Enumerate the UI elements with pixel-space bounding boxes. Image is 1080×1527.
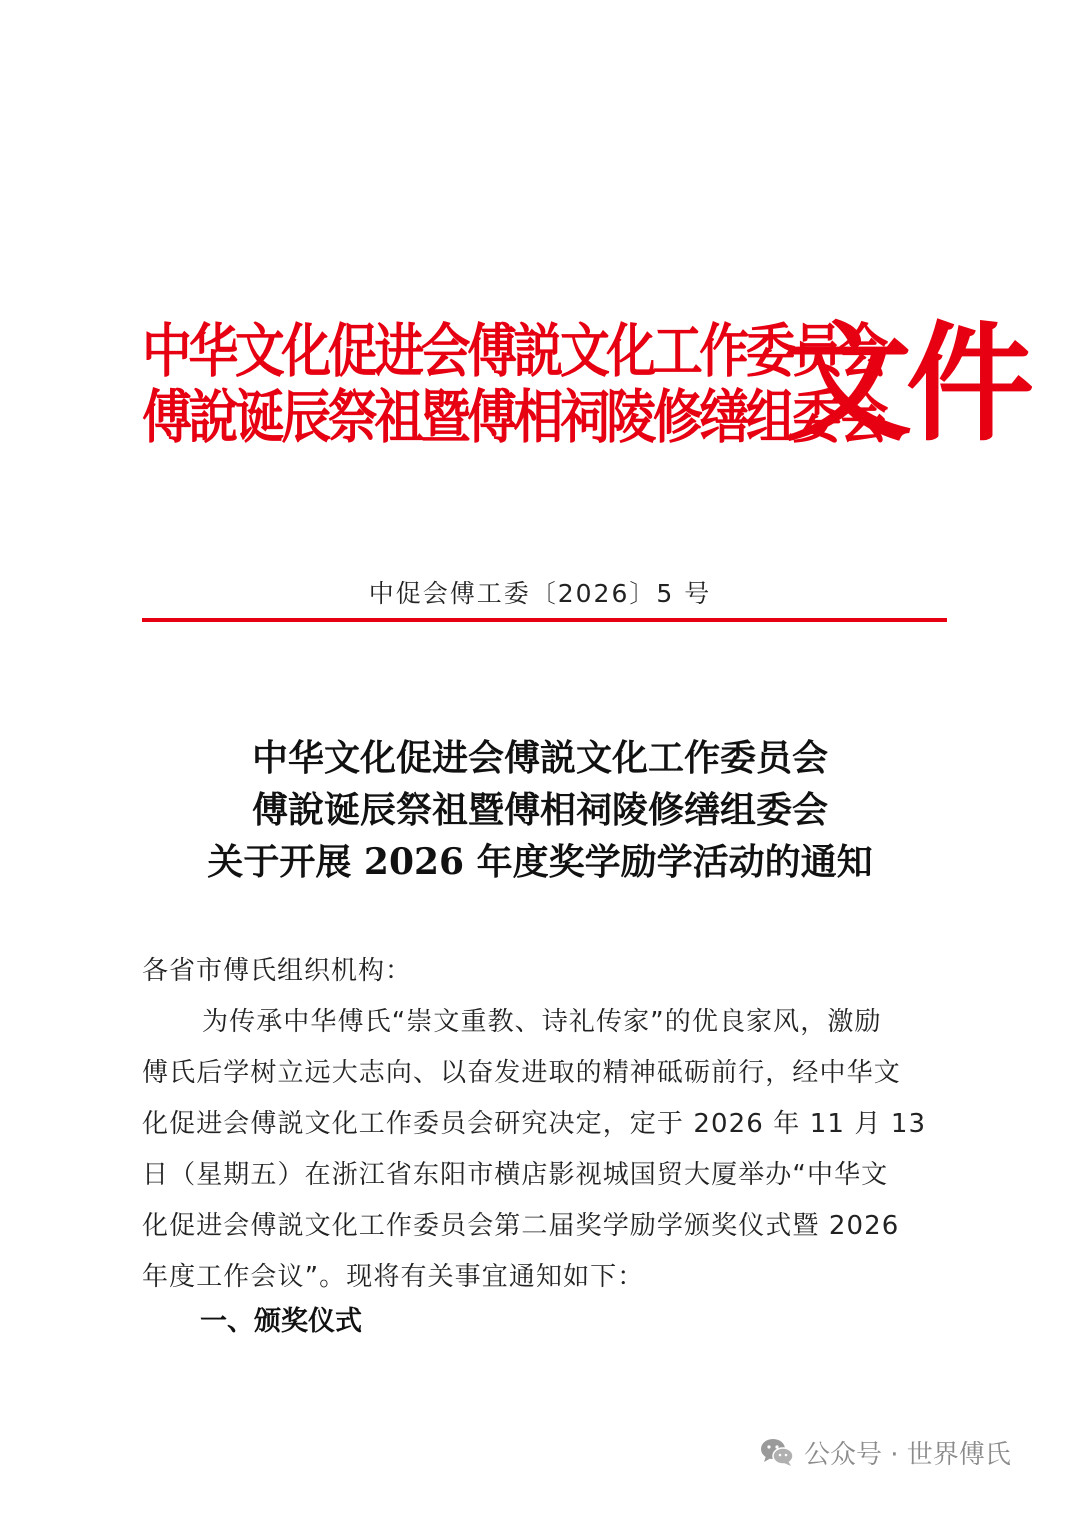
wechat-icon xyxy=(760,1437,794,1467)
watermark-text: 公众号 · 世界傅氏 xyxy=(804,1439,1011,1470)
salutation: 各省市傅氏组织机构： xyxy=(142,956,413,986)
header-organizations xyxy=(142,317,886,451)
paragraph-line: 日（星期五）在浙江省东阳市横店影视城国贸大厦举办“中华文 xyxy=(142,1160,889,1190)
document-title xyxy=(0,732,1080,888)
paragraph-line: 化促进会傅説文化工作委员会研究决定，定于 2026 年 11 月 13 xyxy=(142,1109,927,1139)
paragraph-line: 为传承中华傅氏“崇文重教、诗礼传家”的优良家风，激励 xyxy=(202,1007,882,1037)
header-org-line-2: 傅說诞辰祭祖暨傅相祠陵修缮组委会 xyxy=(142,383,886,451)
title-line-2: 傅說诞辰祭祖暨傅相祠陵修缮组委会 xyxy=(251,789,828,831)
title-line-3: 关于开展 2026 年度奖学励学活动的通知 xyxy=(207,841,873,883)
red-divider-rule xyxy=(142,618,947,622)
paragraph-line: 化促进会傅説文化工作委员会第二届奖学励学颁奖仪式暨 2026 xyxy=(142,1211,900,1241)
section-heading: 一、颁奖仪式 xyxy=(200,1306,362,1337)
title-line-1: 中华文化促进会傅説文化工作委员会 xyxy=(251,737,828,779)
paragraph-line: 年度工作会议”。现将有关事宜通知如下： xyxy=(142,1262,645,1292)
document-body xyxy=(142,946,948,1303)
header-org-line-1: 中华文化促进会傅説文化工作委员会 xyxy=(142,317,886,385)
document-number: 中促会傅工委〔2026〕5 号 xyxy=(368,579,712,608)
header-file-word: 文件 xyxy=(784,309,1029,459)
document-header xyxy=(142,309,1029,459)
paragraph-line: 傅氏后学树立远大志向、以奋发进取的精神砥砺前行，经中华文 xyxy=(142,1058,901,1088)
wechat-watermark xyxy=(760,1430,1011,1474)
